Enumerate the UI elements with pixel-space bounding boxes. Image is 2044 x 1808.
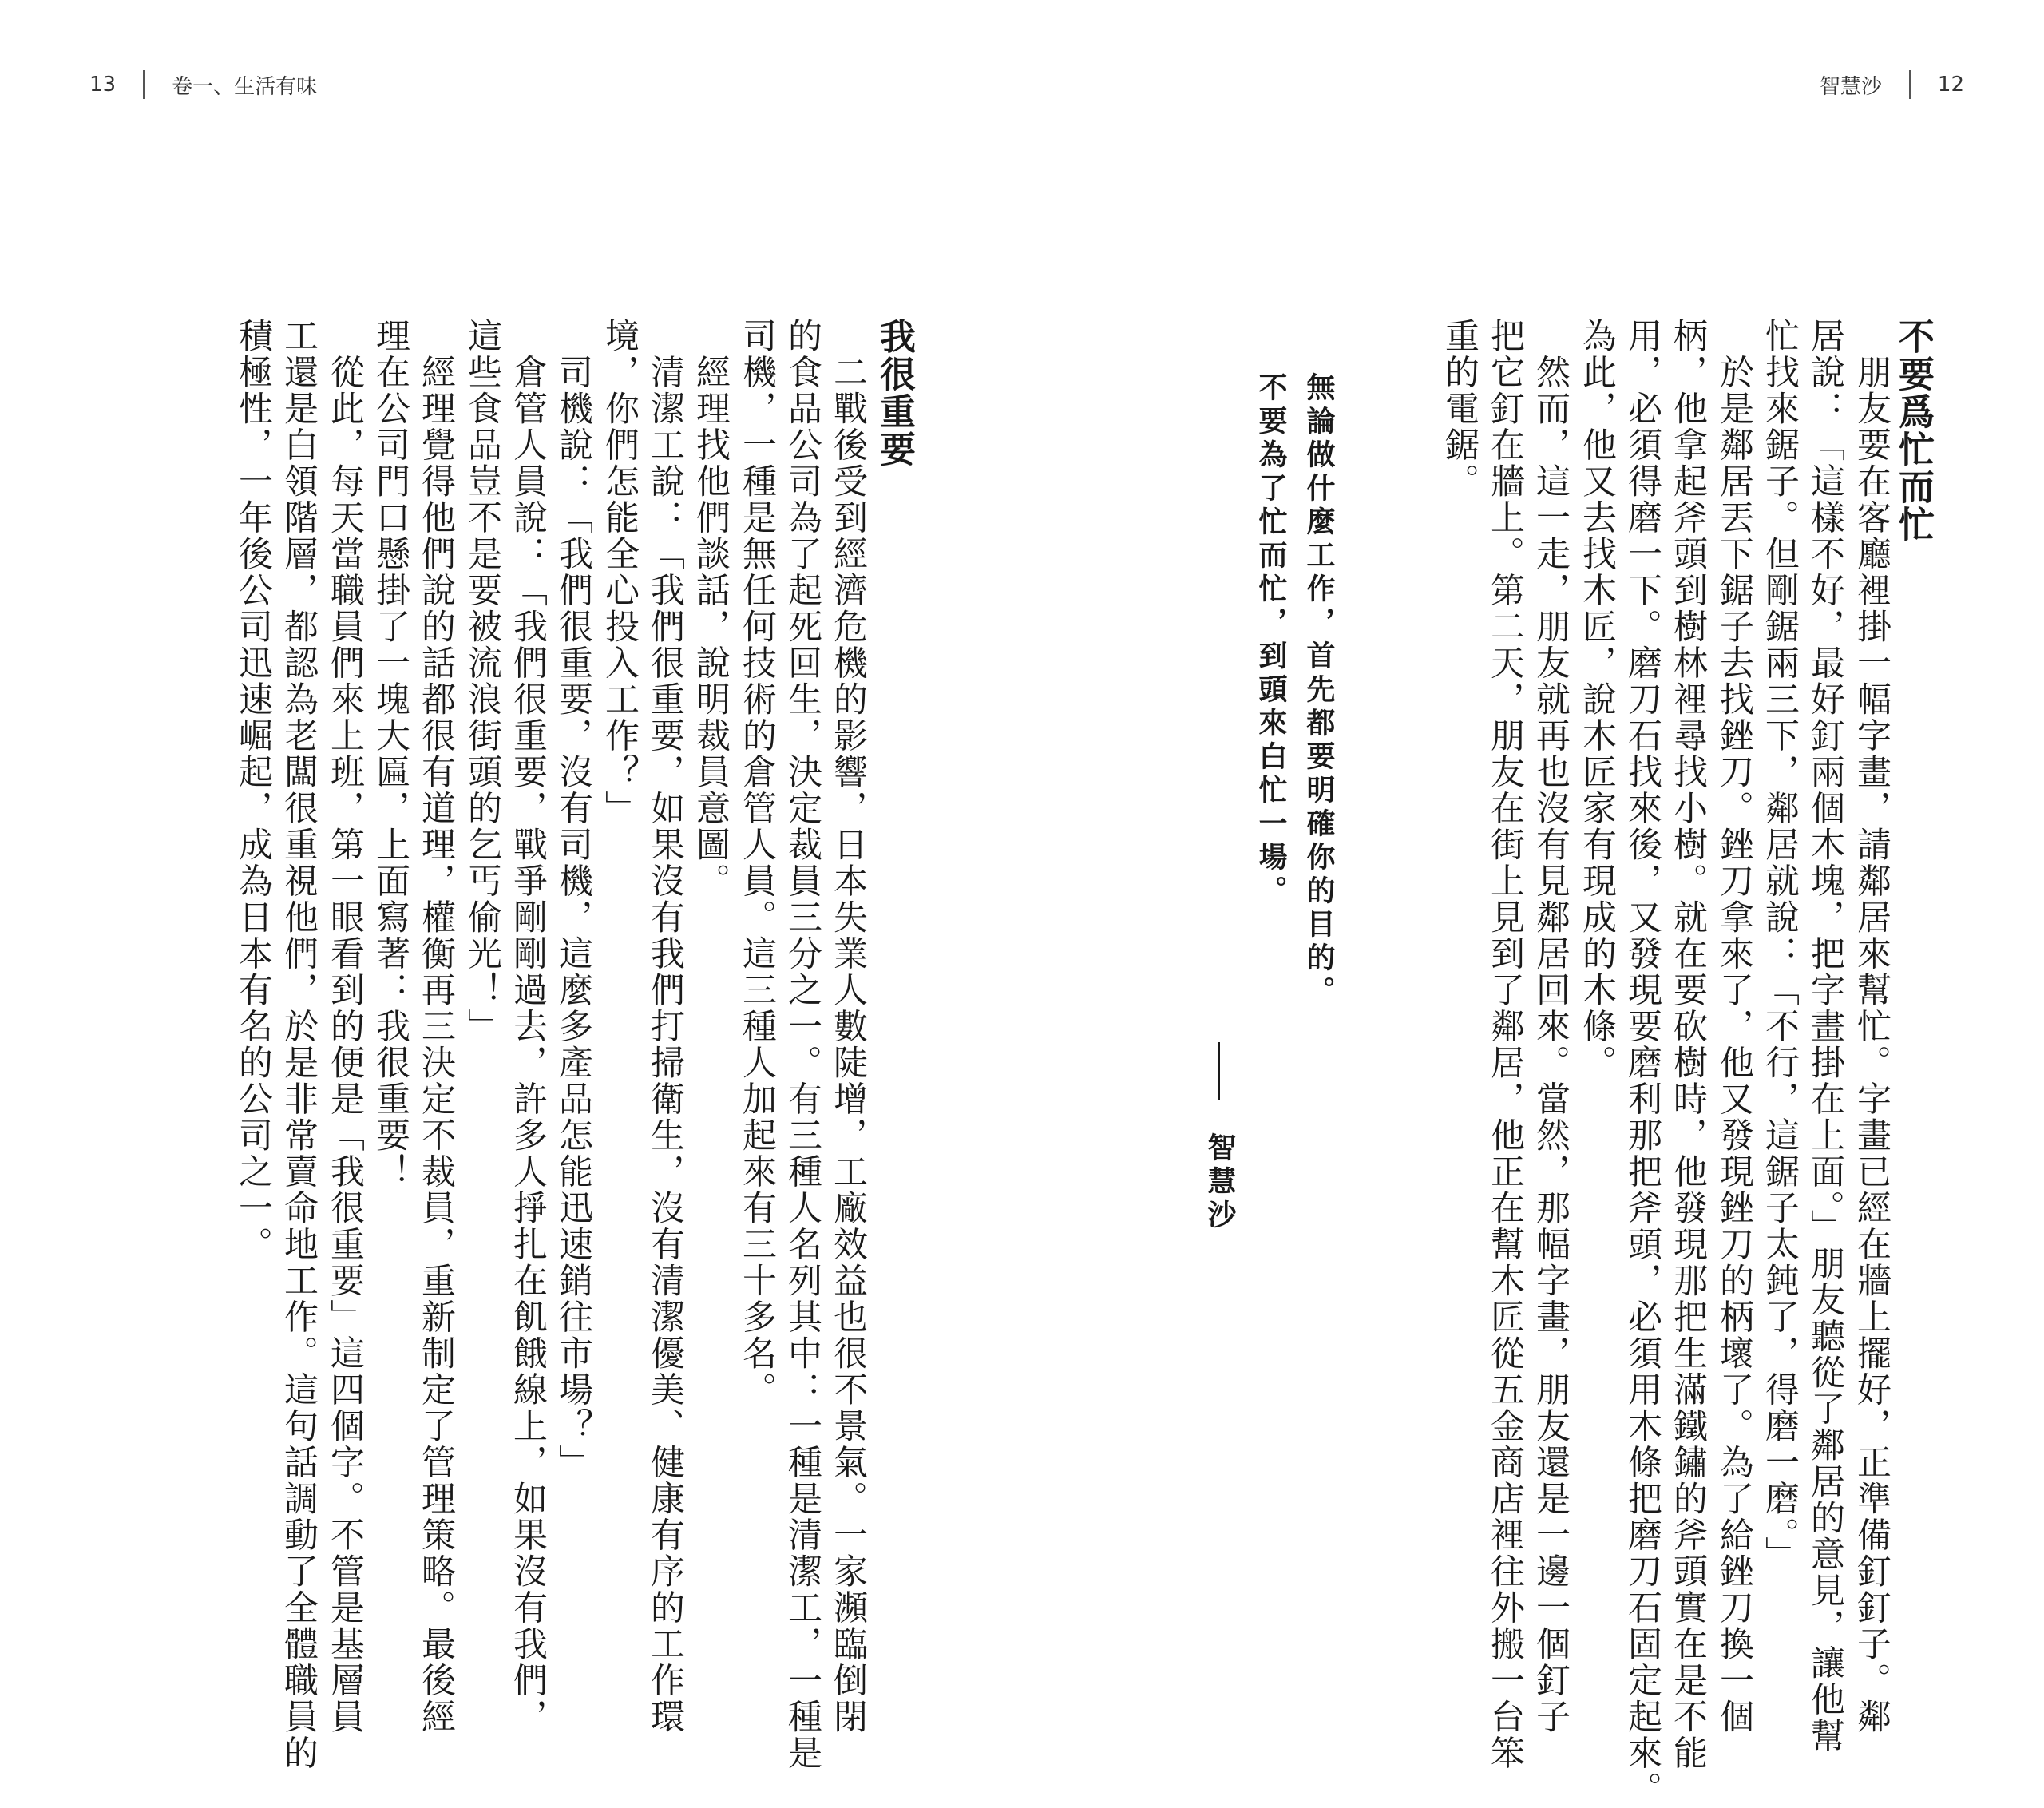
article1-line: 然而，這一走，朋友就再也沒有見鄰居回來。當然，那幅字畫，朋友還是一邊一個釘子 bbox=[1531, 318, 1571, 1735]
article2-line: 這些食品豈不是要被流浪街頭的乞丐偷光！」 bbox=[462, 318, 502, 1045]
article2-line: 工還是白領階層，都認為老闆很重視他們，於是非常賣命地工作。這句話調動了全體職員的 bbox=[279, 318, 319, 1771]
article1-line: 把它釘在牆上。第二天，朋友在街上見到了鄰居，他正在幫木匠從五金商店裡往外搬一台笨 bbox=[1485, 318, 1525, 1771]
article1-line: 朋友要在客廳裡掛一幅字畫，請鄰居來幫忙。字畫已經在牆上擺好，正準備釘釘子。鄰 bbox=[1852, 318, 1891, 1735]
article2-line: 經理找他們談話，說明裁員意圖。 bbox=[691, 318, 731, 899]
quote-line: 不要為了忙而忙，到頭來白忙一場。 bbox=[1254, 372, 1288, 909]
section-title: 智慧沙 bbox=[1819, 74, 1882, 99]
header-right bbox=[1820, 67, 1964, 102]
article2-line: 司機說：「我們很重要，沒有司機，這麼多產品怎能迅速銷往市場？」 bbox=[553, 318, 593, 1481]
quote-author: 智慧沙 bbox=[1203, 1132, 1237, 1233]
quote-dash bbox=[1218, 1042, 1220, 1100]
article2-line: 的食品公司為了起死回生，決定裁員三分之一。有三種人名列其中：一種是清潔工，一種是 bbox=[782, 318, 822, 1771]
article2-line: 理在公司門口懸掛了一塊大匾，上面寫著：我很重要！ bbox=[370, 318, 410, 1190]
article1-line: 為此，他又去找木匠，說木匠家有現成的木條。 bbox=[1577, 318, 1617, 1081]
article2-title: 我很重要 bbox=[873, 318, 916, 468]
header-divider-left bbox=[143, 70, 145, 99]
article2-line: 積極性，一年後公司迅速崛起，成為日本有名的公司之一。 bbox=[233, 318, 273, 1263]
article2-line: 司機，一種是無任何技術的倉管人員。這三種人加起來有三十多名。 bbox=[737, 318, 777, 1408]
article1-line: 柄，他拿起斧頭到樹林裡尋找小樹。就在要砍樹時，他發現那把生滿鐵鏽的斧頭實在是不能 bbox=[1668, 318, 1708, 1771]
page-number-left: 13 bbox=[89, 73, 117, 97]
article1-line: 忙找來鋸子。但剛鋸兩三下，鄰居就說：「不行，這鋸子太鈍了，得磨一磨。」 bbox=[1760, 318, 1800, 1572]
quote-line: 無論做什麼工作，首先都要明確你的目的。 bbox=[1302, 372, 1336, 1009]
article1-title: 不要爲忙而忙 bbox=[1892, 318, 1935, 543]
header-left bbox=[89, 67, 317, 102]
article2-line: 經理覺得他們說的話都很有道理，權衡再三決定不裁員，重新制定了管理策略。最後經 bbox=[416, 318, 456, 1735]
article2-line: 二戰後受到經濟危機的影響，日本失業人數陡增，工廠效益也很不景氣。一家瀕臨倒閉 bbox=[828, 318, 868, 1735]
page-number-right: 12 bbox=[1937, 73, 1964, 97]
article1-line: 用，必須得磨一下。磨刀石找來後，又發現要磨利那把斧頭，必須用木條把磨刀石固定起來。 bbox=[1622, 318, 1662, 1808]
article1-line: 於是鄰居丟下鋸子去找銼刀。銼刀拿來了，他又發現銼刀的柄壞了。為了給銼刀換一個 bbox=[1714, 318, 1754, 1735]
article2-line: 從此，每天當職員們來上班，第一眼看到的便是「我很重要」這四個字。不管是基層員 bbox=[325, 318, 365, 1735]
chapter-title: 卷一、生活有味 bbox=[172, 74, 318, 99]
header-divider-right bbox=[1909, 70, 1911, 99]
article1-line: 居說：「這樣不好，最好釘兩個木塊，把字畫掛在上面。」朋友聽從了鄰居的意見，讓他幫 bbox=[1805, 318, 1845, 1754]
article2-line: 倉管人員說：「我們很重要，戰爭剛剛過去，許多人掙扎在飢餓線上，如果沒有我們， bbox=[508, 318, 548, 1735]
article2-line: 境，你們怎能全心投入工作？」 bbox=[600, 318, 640, 827]
article1-line: 重的電鋸。 bbox=[1440, 318, 1480, 500]
article2-line: 清潔工說：「我們很重要，如果沒有我們打掃衛生，沒有清潔優美、健康有序的工作環 bbox=[645, 318, 685, 1735]
